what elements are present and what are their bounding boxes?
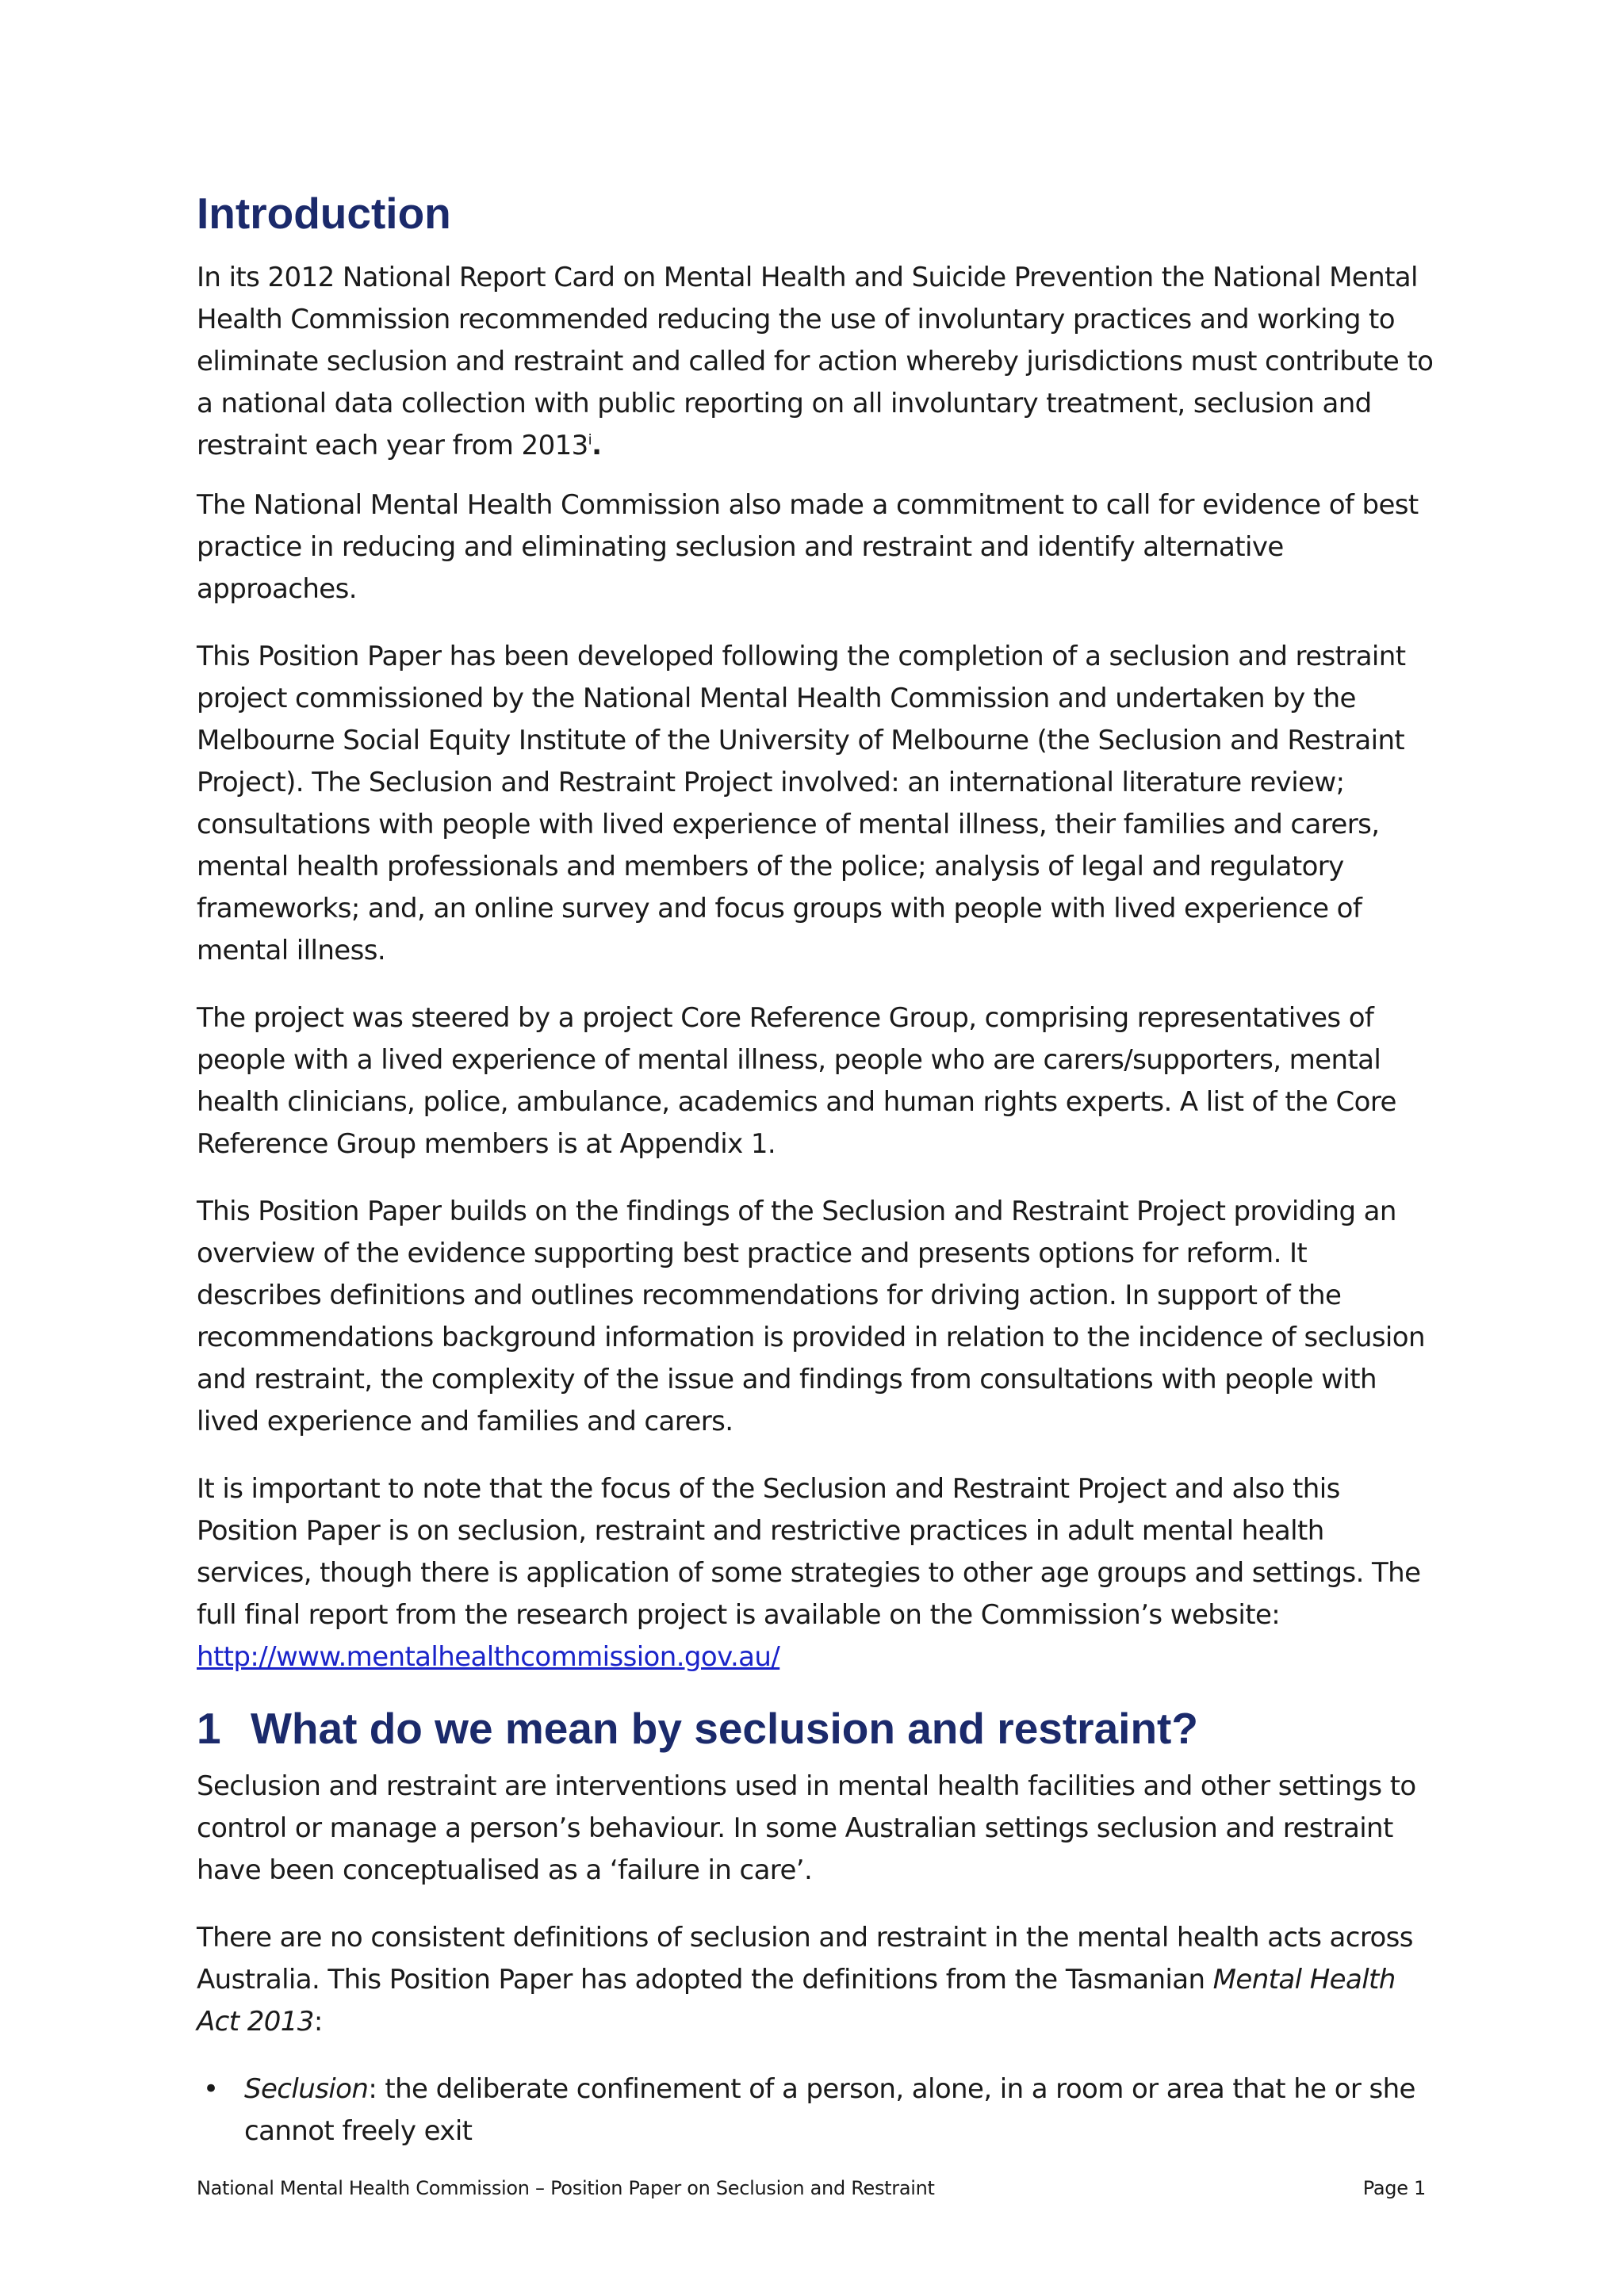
definition-term: Seclusion: [244, 2073, 369, 2105]
commission-link-line: [197, 1636, 1434, 1678]
intro-paragraph-6: It is important to note that the focus of the Seclusion and Restraint Project and also this Position Paper is on seclusion, restraint and restrictive practices in adult mental health services, though there is application of some strategies to other age groups and settings. The full final report from the research project is available on the Commission’s website:: [197, 1473, 1421, 1631]
intro-paragraph-5: This Position Paper builds on the findings of the Seclusion and Restraint Project providing an overview of the evidence supporting best practice and presents options for reform. It describes definitions and outlines recommendations for driving action. In support of the recommendations background information is provided in relation to the incidence of seclusion and restraint, the complexity of the issue and findings from consultations with people with lived experience and families and carers.: [197, 1196, 1425, 1437]
footer-document-title: National Mental Health Commission – Position Paper on Seclusion and Restraint: [197, 2177, 935, 2199]
endnote-marker[interactable]: i: [588, 431, 592, 449]
bullet-icon: •: [203, 2073, 219, 2105]
section-1-paragraph-2-end: :: [313, 2006, 323, 2038]
page-footer: [197, 2177, 1426, 2199]
intro-paragraph-1: [197, 257, 1434, 467]
list-item: [197, 2068, 1434, 2152]
definition-text: : the deliberate confinement of a person, alone, in a room or area that he or she cannot freely exit: [244, 2073, 1415, 2147]
footer-page-number: Page 1: [1362, 2177, 1426, 2199]
mental-health-act-title: Mental Health Act 2013: [197, 1964, 1396, 2038]
intro-paragraph-3: This Position Paper has been developed following the completion of a seclusion and restraint project commissioned by the National Mental Health Commission and undertaken by the Melbourne Social Equity Institute of the University of Melbourne (the Seclusion and Restraint Project). The Seclusion and Restraint Project involved: an international literature review; consultations with people with lived experience of mental illness, their families and carers, mental health professionals and members of the police; analysis of legal and regulatory frameworks; and, an online survey and focus groups with people with lived experience of mental illness.: [197, 641, 1406, 966]
intro-paragraph-1-end: .: [592, 430, 602, 461]
section-1-paragraph-1: Seclusion and restraint are interventions used in mental health facilities and other settings to control or manage a person’s behaviour. In some Australian settings seclusion and restraint have been conceptualised as a ‘failure in care’.: [197, 1770, 1416, 1886]
intro-paragraph-2: The National Mental Health Commission also made a commitment to call for evidence of best practice in reducing and eliminating seclusion and restraint and identify alternative approaches.: [197, 489, 1419, 605]
intro-paragraph-4: The project was steered by a project Core Reference Group, comprising representatives of people with a lived experience of mental illness, people who are carers/supporters, mental health clinicians, police, ambulance, academics and human rights experts. A list of the Core Reference Group members is at Appendix 1.: [197, 1002, 1396, 1160]
commission-website-link[interactable]: http://www.mentalhealthcommission.gov.au/: [197, 1641, 780, 1673]
introduction-heading: Introduction: [197, 189, 451, 238]
intro-paragraph-1-text: In its 2012 National Report Card on Mental Health and Suicide Prevention the National Mental Health Commission recommended reducing the use of involuntary practices and working to eliminate seclusion and restraint and called for action whereby jurisdictions must contribute to a national data collection with public reporting on all involuntary treatment, seclusion and restraint each year from 2013: [197, 262, 1434, 461]
section-number: 1: [197, 1704, 221, 1753]
section-1-paragraph-2: [197, 1917, 1434, 2043]
document-body: [197, 187, 1434, 2152]
definitions-list: [197, 2068, 1434, 2152]
section-1-heading: [197, 1702, 1434, 1755]
section-title: What do we mean by seclusion and restraint?: [251, 1704, 1198, 1753]
section-1-paragraph-2-text: There are no consistent definitions of seclusion and restraint in the mental health acts across Australia. This Position Paper has adopted the definitions from the Tasmanian: [197, 1922, 1413, 1996]
